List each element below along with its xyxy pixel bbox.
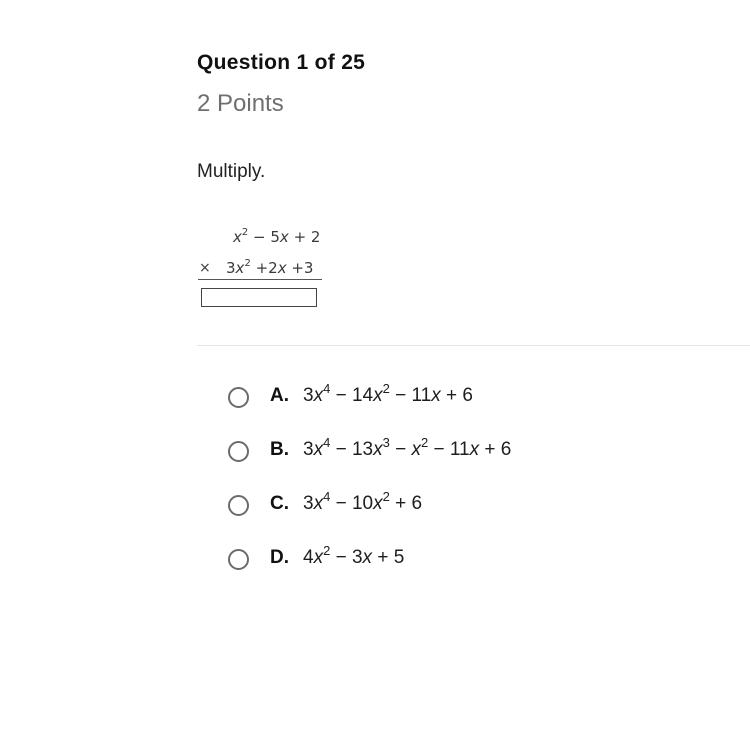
question-prompt: Multiply. <box>197 161 266 182</box>
variable: x <box>313 493 324 514</box>
variable: x <box>277 259 287 277</box>
multiplicand-expression <box>233 228 320 246</box>
exponent: 2 <box>382 489 390 504</box>
term: +3 <box>286 259 314 277</box>
choice-letter: A. <box>270 385 289 406</box>
variable: x <box>373 385 383 406</box>
variable: x <box>313 385 324 406</box>
term-coefficient: − 11 <box>428 439 470 460</box>
radio-button[interactable] <box>228 441 249 462</box>
answer-box <box>201 288 317 307</box>
variable: x <box>279 228 289 246</box>
choice-expression <box>303 540 404 576</box>
choice-d[interactable] <box>228 540 511 594</box>
choice-a[interactable] <box>228 378 511 432</box>
divider <box>197 345 750 346</box>
term-coefficient: − 10 <box>330 493 374 514</box>
term-coefficient: 3 <box>303 385 314 406</box>
exponent: 2 <box>241 227 249 238</box>
exponent: 2 <box>244 258 251 269</box>
variable: x <box>411 439 421 460</box>
choice-expression <box>303 432 511 468</box>
term-coefficient: 4 <box>303 547 314 568</box>
variable: x <box>469 439 480 460</box>
exponent: 4 <box>323 435 331 450</box>
term-coefficient: − 3 <box>330 547 363 568</box>
term-coefficient: 3 <box>303 493 314 514</box>
term: + 2 <box>288 228 321 246</box>
radio-button[interactable] <box>228 387 249 408</box>
term-coefficient: − 11 <box>389 385 432 406</box>
answer-choices <box>228 378 511 594</box>
term-coefficient: + 6 <box>389 493 423 514</box>
term: − 5 <box>248 228 280 246</box>
term-coefficient: + 5 <box>372 547 405 568</box>
exponent: 2 <box>421 435 429 450</box>
variable: x <box>373 493 383 514</box>
radio-button[interactable] <box>228 495 249 516</box>
product-rule-line <box>198 279 322 280</box>
term-coefficient: + 6 <box>479 439 512 460</box>
choice-letter: C. <box>270 493 289 514</box>
choice-c[interactable] <box>228 486 511 540</box>
question-title: Question 1 of 25 <box>197 51 366 74</box>
radio-button[interactable] <box>228 549 249 570</box>
exponent: 4 <box>323 381 331 396</box>
choice-expression <box>303 486 422 522</box>
term-coefficient: 3 <box>303 439 314 460</box>
variable: x <box>431 385 441 406</box>
exponent: 4 <box>323 489 331 504</box>
variable: x <box>235 259 245 277</box>
term-coefficient: + 6 <box>440 385 473 406</box>
exponent: 3 <box>382 435 390 450</box>
question-points: 2 Points <box>197 90 284 117</box>
choice-b[interactable] <box>228 432 511 486</box>
term: 3 <box>226 259 236 277</box>
term: +2 <box>250 259 278 277</box>
exponent: 2 <box>382 381 390 396</box>
choice-letter: B. <box>270 439 289 460</box>
term-coefficient: − <box>389 439 412 460</box>
multiplication-problem <box>197 226 337 316</box>
variable: x <box>373 439 383 460</box>
term-coefficient: − 14 <box>330 385 374 406</box>
variable: x <box>362 547 373 568</box>
question-header <box>197 50 365 118</box>
variable: x <box>313 547 324 568</box>
term-coefficient: − 13 <box>330 439 374 460</box>
exponent: 2 <box>323 543 331 558</box>
times-symbol: × <box>199 260 211 276</box>
variable: x <box>313 439 324 460</box>
choice-expression <box>303 378 473 414</box>
choice-letter: D. <box>270 547 289 568</box>
multiplier-expression <box>226 259 313 277</box>
variable: x <box>233 228 242 246</box>
